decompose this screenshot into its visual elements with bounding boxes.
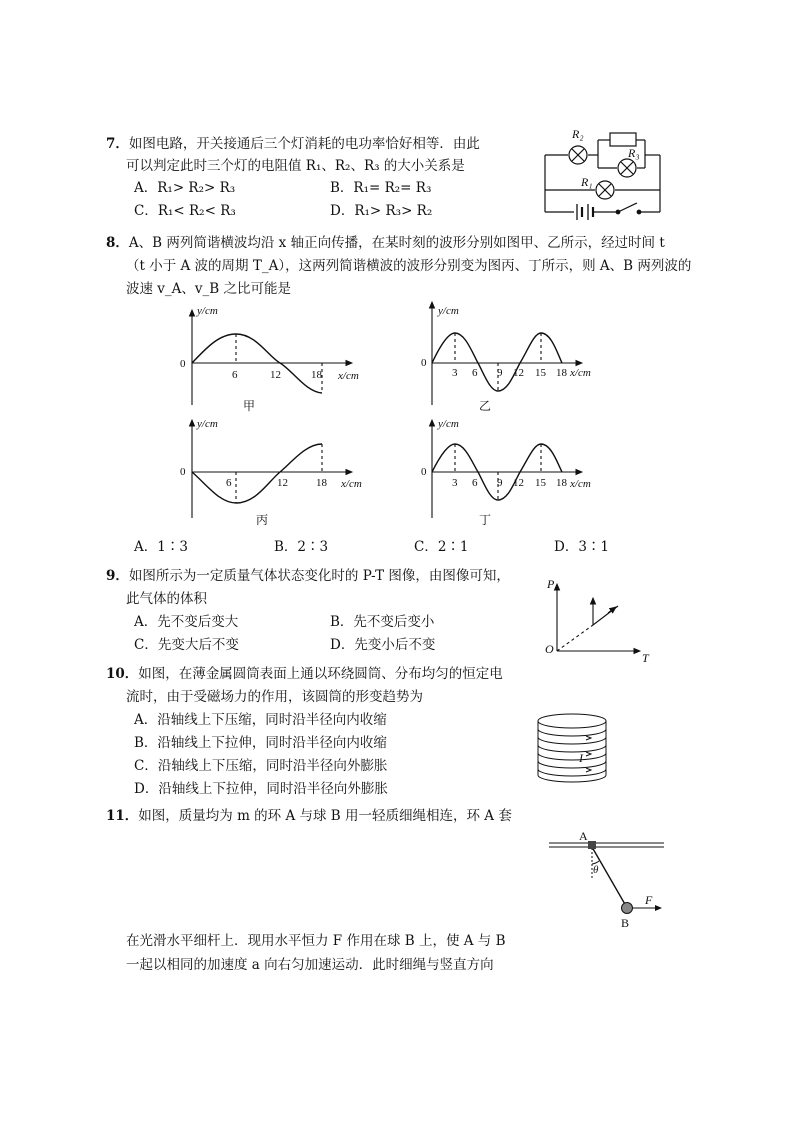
- q10-text-1: 如图，在薄金属圆筒表面上通以环绕圆筒、分布均匀的恒定电: [138, 666, 503, 682]
- r3-label: R₃: [628, 146, 640, 160]
- q8-line2: （t 小于 A 波的周期 T_A），这两列简谐横波的波形分别变为图丙、丁所示，则 A、B 两列波的: [126, 258, 692, 274]
- graph-jia-tick-12: 12: [270, 369, 281, 381]
- q7-option-a[interactable]: A．R₁> R₂> R₃: [134, 180, 236, 196]
- q7-option-d[interactable]: D．R₁> R₃> R₂: [330, 203, 433, 219]
- graph-jia-tick-6: 6: [232, 369, 238, 381]
- graph-yi-tick-18: 18: [556, 367, 567, 379]
- r1-label: R₁: [581, 175, 593, 189]
- graph-yi-tick-6: 6: [472, 367, 478, 379]
- q10-line2: 流时，由于受磁场力的作用，该圆筒的形变趋势为: [126, 689, 423, 705]
- q8-line3: 波速 v_A、v_B 之比可能是: [126, 281, 292, 297]
- graph-ding-tick-18: 18: [556, 477, 567, 489]
- graph-bing-tick-12: 12: [277, 477, 288, 489]
- graph-ding-tick-6: 6: [472, 477, 478, 489]
- q10-option-c[interactable]: C．沿轴线上下压缩，同时沿半径向外膨胀: [134, 758, 388, 774]
- q8-option-d[interactable]: D．3∶1: [554, 539, 610, 555]
- r2-label: R₂: [572, 127, 584, 141]
- graph-bing-origin: 0: [180, 466, 186, 478]
- graph-ding-tick-12: 12: [513, 477, 524, 489]
- q7-text-1: 如图电路，开关接通后三个灯消耗的电功率恰好相等．由此: [128, 136, 480, 152]
- graph-jia-caption: 甲: [243, 399, 256, 413]
- q8-option-c[interactable]: C．2∶1: [414, 539, 469, 555]
- q9-option-d[interactable]: D．先变小后不变: [330, 637, 436, 653]
- q8-option-a[interactable]: A．1∶3: [134, 539, 188, 555]
- graph-yi-origin: 0: [421, 357, 427, 369]
- q11-line3: 一起以相同的加速度 a 向右匀加速运动．此时细绳与竖直方向: [126, 957, 494, 973]
- ball-b-label: B: [621, 916, 630, 930]
- pt-graph-t-label: T: [642, 651, 649, 665]
- graph-ding-tick-3: 3: [452, 477, 458, 489]
- graph-yi-caption: 乙: [479, 399, 492, 413]
- q9-line2: 此气体的体积: [126, 591, 207, 607]
- q9-number: 9．: [106, 568, 129, 584]
- force-f-label: F: [645, 893, 653, 907]
- q10-option-a[interactable]: A．沿轴线上下压缩，同时沿半径向内收缩: [134, 712, 387, 728]
- q9-text-1: 如图所示为一定质量气体状态变化时的 P-T 图像，由图像可知，: [128, 568, 510, 584]
- graph-ding-tick-15: 15: [535, 477, 546, 489]
- graph-bing-xlabel: x/cm: [341, 478, 362, 490]
- graph-bing-tick-18: 18: [316, 477, 327, 489]
- q7-number: 7．: [106, 136, 129, 152]
- graph-yi-tick-12: 12: [513, 367, 524, 379]
- graph-ding-ylabel: y/cm: [438, 418, 459, 430]
- q10-option-b[interactable]: B．沿轴线上下拉伸，同时沿半径向内收缩: [134, 735, 387, 751]
- q11-text-1: 如图，质量均为 m 的环 A 与球 B 用一轻质细绳相连，环 A 套: [138, 808, 512, 824]
- graph-ding-tick-9: 9: [497, 477, 503, 489]
- graph-yi-ylabel: y/cm: [438, 305, 459, 317]
- q8-number: 8．: [106, 235, 129, 251]
- graph-bing-ylabel: y/cm: [197, 418, 218, 430]
- q9-option-a[interactable]: A．先不变后变大: [134, 614, 239, 630]
- graph-yi-tick-9: 9: [497, 367, 503, 379]
- graph-jia-xlabel: x/cm: [338, 370, 359, 382]
- graph-bing-caption: 丙: [256, 513, 269, 527]
- graph-ding-xlabel: x/cm: [570, 478, 591, 490]
- graph-ding-origin: 0: [421, 466, 427, 478]
- ball-b: [622, 903, 633, 914]
- ring-a: [588, 841, 596, 849]
- graph-yi-tick-15: 15: [535, 367, 546, 379]
- q10-option-d[interactable]: D．沿轴线上下拉伸，同时沿半径向外膨胀: [134, 781, 388, 797]
- pt-graph-p-label: P: [547, 577, 555, 591]
- graph-jia-tick-18: 18: [311, 369, 322, 381]
- ring-a-label: A: [579, 829, 588, 843]
- graph-yi-tick-3: 3: [452, 367, 458, 379]
- q8-text-1: A、B 两列简谐横波均沿 x 轴正向传播，在某时刻的波形分别如图甲、乙所示，经过时间 t: [128, 235, 665, 251]
- graph-jia-ylabel: y/cm: [197, 305, 218, 317]
- pt-graph-origin-label: O: [545, 642, 554, 656]
- q7-option-b[interactable]: B．R₁= R₂= R₃: [330, 180, 432, 196]
- current-i-label: I: [579, 751, 583, 765]
- graph-jia-origin: 0: [180, 358, 186, 370]
- graph-bing-tick-6: 6: [226, 477, 232, 489]
- q11-line2: 在光滑水平细杆上．现用水平恒力 F 作用在球 B 上，使 A 与 B: [126, 933, 506, 949]
- q10-number: 10．: [106, 666, 139, 682]
- q11-number: 11．: [106, 808, 139, 824]
- q8-option-b[interactable]: B．2∶3: [274, 539, 329, 555]
- q7-line2: 可以判定此时三个灯的电阻值 R₁、R₂、R₃ 的大小关系是: [126, 158, 465, 174]
- q7-option-c[interactable]: C．R₁< R₂< R₃: [134, 203, 236, 219]
- theta-label: θ: [593, 864, 599, 876]
- q9-option-b[interactable]: B．先不变后变小: [330, 614, 435, 630]
- q9-option-c[interactable]: C．先变大后不变: [134, 637, 239, 653]
- graph-yi-xlabel: x/cm: [570, 367, 591, 379]
- graph-ding-caption: 丁: [479, 513, 492, 527]
